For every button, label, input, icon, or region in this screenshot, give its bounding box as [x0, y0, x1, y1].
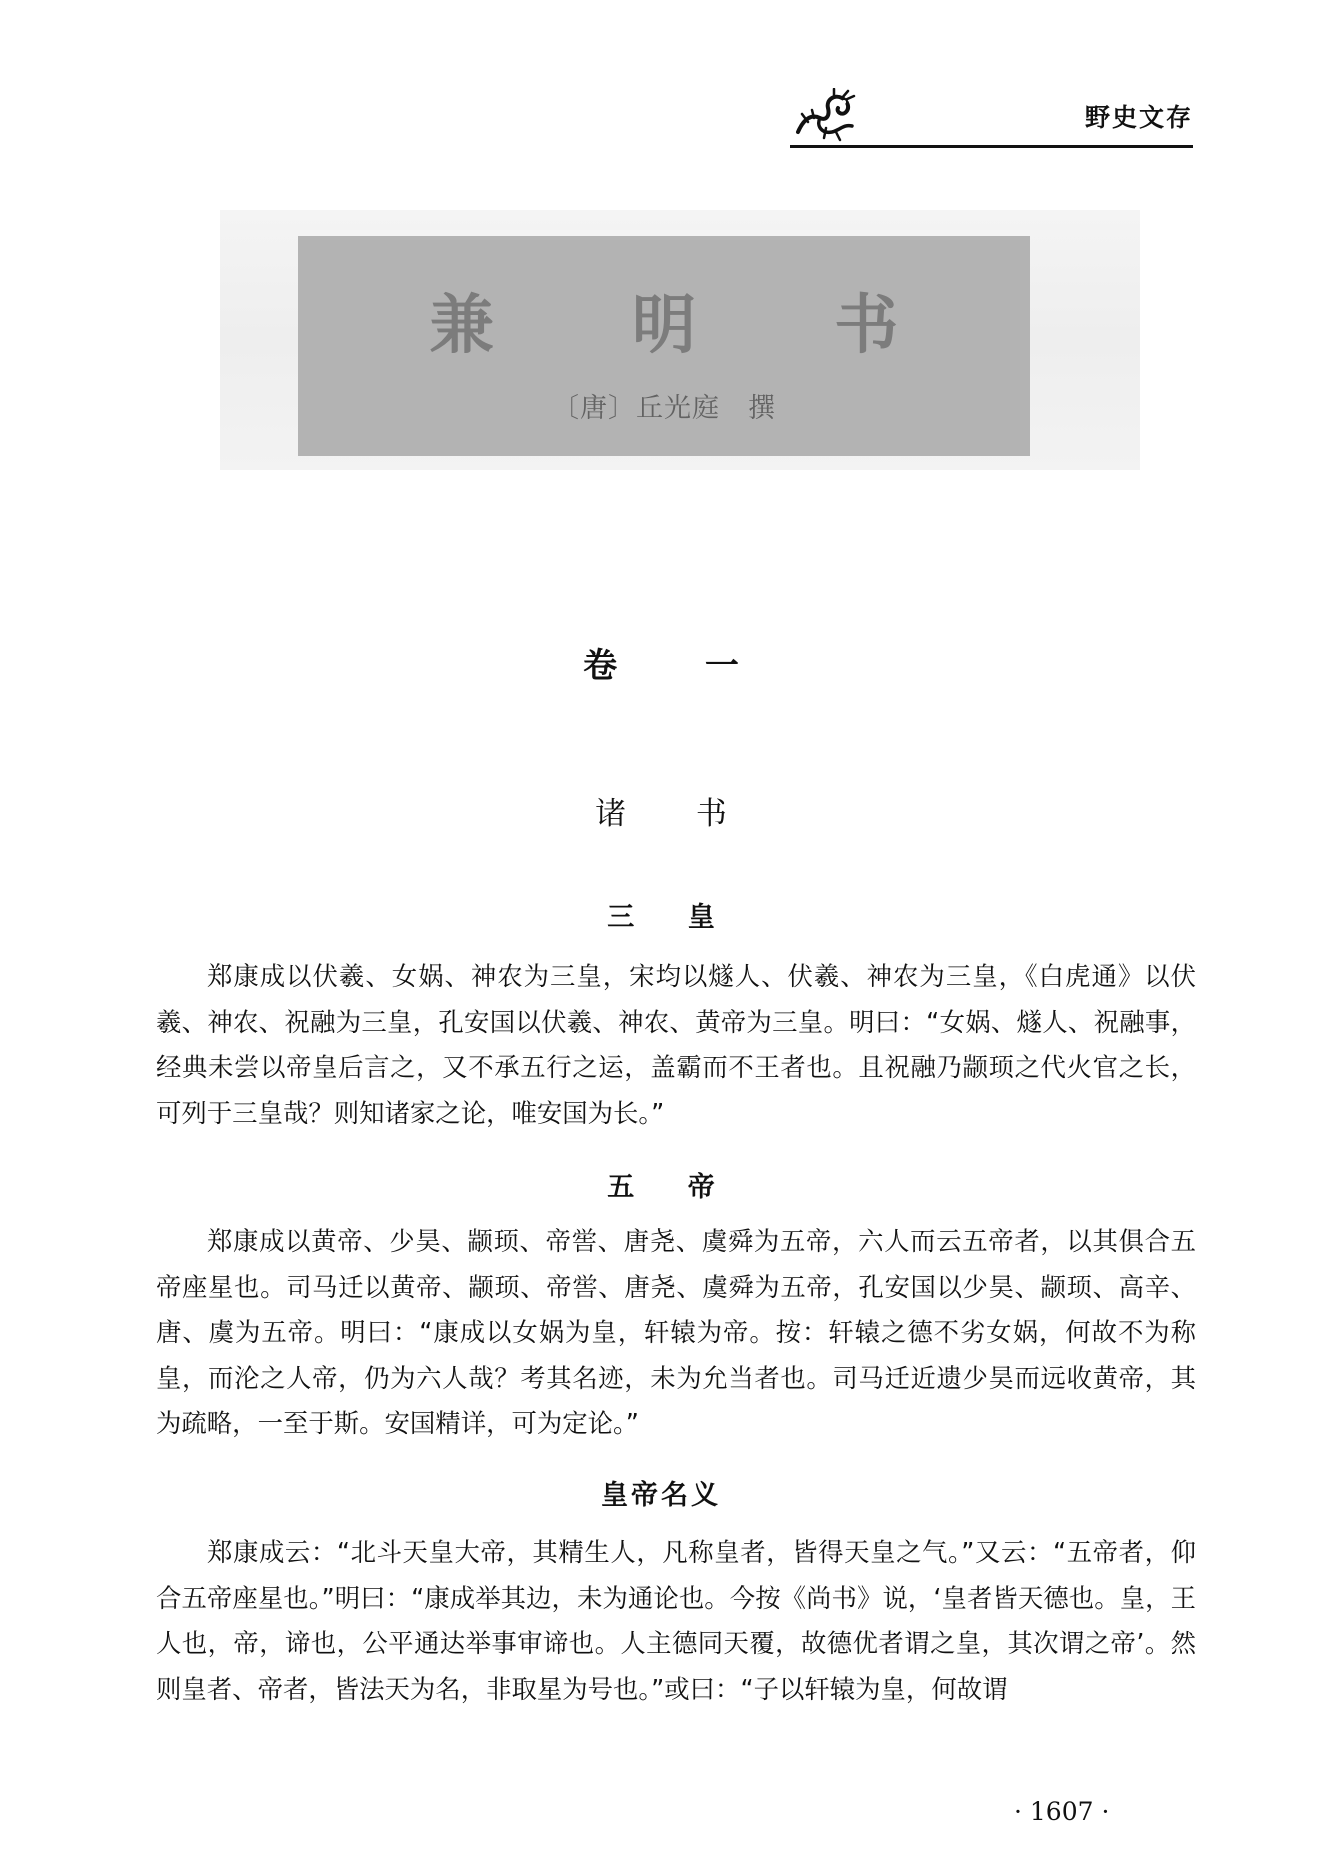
entry-title: 三 皇 [607, 902, 737, 933]
volume-heading: 卷 一 [583, 646, 777, 686]
entry-title: 皇帝名义 [601, 1480, 721, 1511]
entry-paragraph: 郑康成以伏羲、女娲、神农为三皇，宋均以燧人、伏羲、神农为三皇，《白虎通》以伏羲、神农、祝融为三皇，孔安国以伏羲、神农、黄帝为三皇。明曰：“女娲、燧人、祝融事，经典未尝以帝皇后言之，又不承五行之运，盖霸而不王者也。且祝融乃颛顼之代火官之长，可列于三皇哉？则知诸家之论，唯安国为长。” [156, 961, 1196, 1128]
section-heading: 诸 书 [595, 796, 757, 832]
dragon-icon [790, 88, 862, 142]
entry-paragraph: 郑康成云：“北斗天皇大帝，其精生人，凡称皇者，皆得天皇之气。”又云：“五帝者，仰合五帝座星也。”明曰：“康成举其边，未为通论也。今按《尚书》说，‘皇者皆天德也。皇，王人也，帝，谛也，公平通达举事审谛也。人主德同天覆，故德优者谓之皇，其次谓之帝’。然则皇者、帝者，皆法天为名，非取星为号也。”或曰：“子以轩辕为皇，何故谓 [156, 1537, 1196, 1704]
entry-title: 五 帝 [607, 1172, 737, 1203]
header-rule [790, 145, 1193, 148]
title-block [298, 236, 1030, 456]
page-number: · 1607 · [1014, 1797, 1110, 1826]
entry-paragraph: 郑康成以黄帝、少昊、颛顼、帝喾、唐尧、虞舜为五帝，六人而云五帝者，以其俱合五帝座星也。司马迁以黄帝、颛顼、帝喾、唐尧、虞舜为五帝，孔安国以少昊、颛顼、高辛、唐、虞为五帝。明曰：“康成以女娲为皇，轩辕为帝。按：轩辕之德不劣女娲，何故不为称皇，而沦之人帝，仍为六人哉？考其名迹，未为允当者也。司马迁近遗少昊而远收黄帝，其为疏略，一至于斯。安国精详，可为定论。” [156, 1226, 1196, 1438]
work-author: 〔唐〕丘光庭 撰 [552, 393, 776, 424]
work-title: 兼 明 书 [429, 288, 957, 363]
running-head [790, 84, 1193, 148]
series-title: 野史文存 [1084, 103, 1193, 132]
